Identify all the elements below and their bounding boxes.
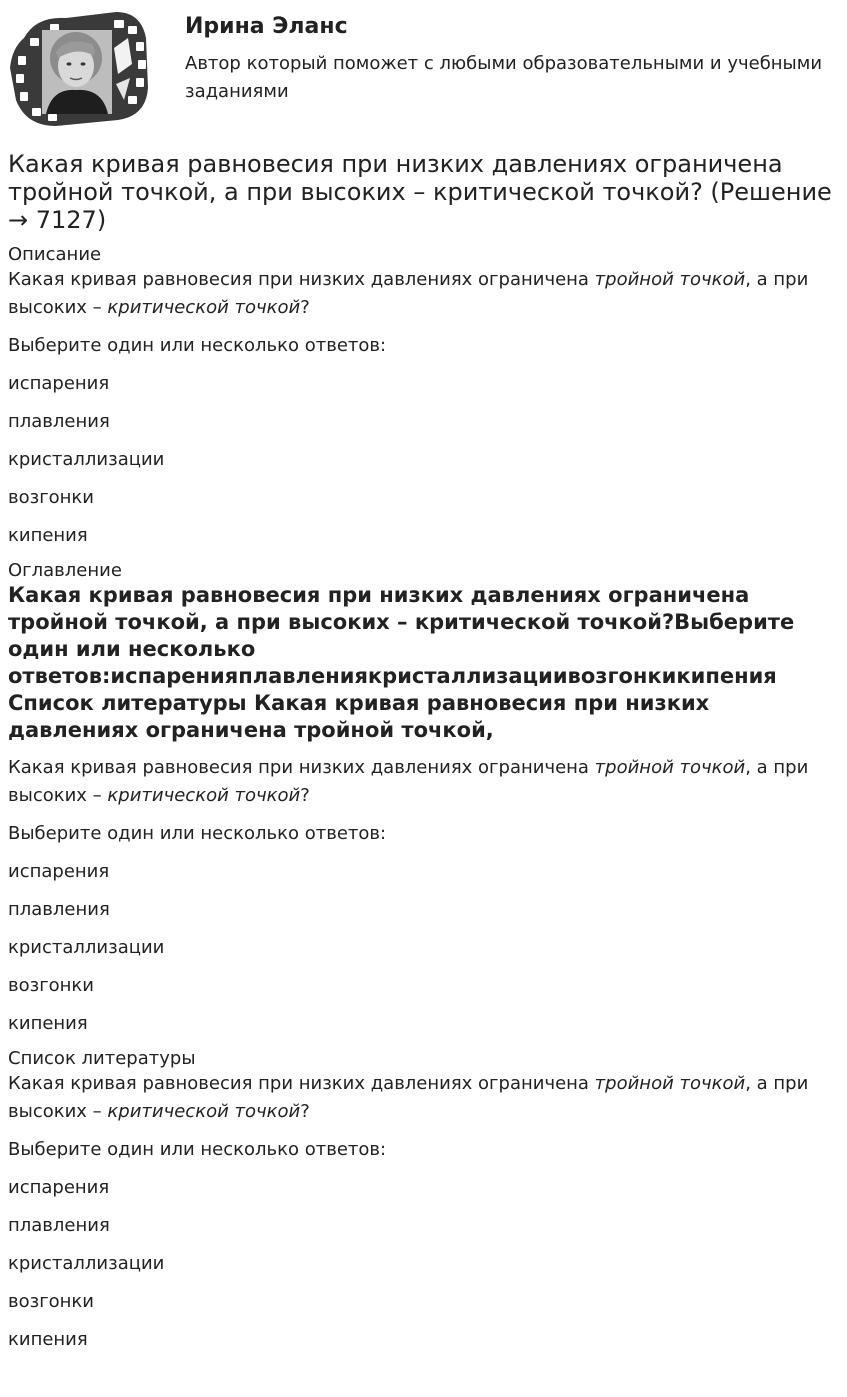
question-emphasis-2: критической точкой — [107, 297, 301, 318]
question-part-1: Какая кривая равновесия при низких давлениях ограничена — [8, 269, 595, 290]
answer-option: возгонки — [8, 487, 95, 508]
question-text — [8, 754, 838, 810]
question-part-2: , а при высоких – — [8, 1073, 809, 1122]
question-part-3: ? — [300, 785, 310, 806]
answer-option: плавления — [8, 1215, 110, 1236]
answer-option: испарения — [8, 861, 110, 882]
question-part-2: , а при высоких – — [8, 757, 809, 806]
answer-option: кипения — [8, 525, 88, 546]
answer-option: плавления — [8, 899, 110, 920]
question-emphasis-2: критической точкой — [107, 1101, 301, 1122]
answer-option: кипения — [8, 1013, 88, 1034]
question-part-2: , а при высоких – — [8, 269, 809, 318]
page-title: Какая кривая равновесия при низких давлениях ограничена тройной точкой, а при высоких – критической точкой? (Решение → 7127) — [8, 150, 832, 234]
section-label-literature: Список литературы — [8, 1048, 196, 1069]
section-label-toc: Оглавление — [8, 560, 122, 581]
section-label-description: Описание — [8, 244, 102, 265]
question-prompt: Выберите один или несколько ответов: — [8, 335, 387, 356]
answer-option: кристаллизации — [8, 937, 165, 958]
author-avatar — [6, 8, 152, 128]
author-card — [0, 0, 847, 140]
answer-option: плавления — [8, 411, 110, 432]
answer-option: возгонки — [8, 975, 95, 996]
question-emphasis-2: критической точкой — [107, 785, 301, 806]
question-prompt: Выберите один или несколько ответов: — [8, 823, 387, 844]
question-text — [8, 1070, 838, 1126]
answer-option: возгонки — [8, 1291, 95, 1312]
question-emphasis-1: тройной точкой — [594, 757, 746, 778]
question-emphasis-1: тройной точкой — [594, 1073, 746, 1094]
question-part-1: Какая кривая равновесия при низких давлениях ограничена — [8, 757, 595, 778]
answer-option: кристаллизации — [8, 449, 165, 470]
answer-option: кристаллизации — [8, 1253, 165, 1274]
answer-option: кипения — [8, 1329, 88, 1350]
author-name: Ирина Эланс — [185, 14, 348, 39]
main-content — [8, 150, 838, 1364]
answer-option: испарения — [8, 1177, 110, 1198]
answer-option: испарения — [8, 373, 110, 394]
question-prompt: Выберите один или несколько ответов: — [8, 1139, 387, 1160]
question-text — [8, 266, 838, 322]
question-part-3: ? — [300, 297, 310, 318]
question-part-3: ? — [300, 1101, 310, 1122]
question-part-1: Какая кривая равновесия при низких давлениях ограничена — [8, 1073, 595, 1094]
author-description: Автор который поможет с любыми образовательными и учебными заданиями — [185, 53, 823, 102]
toc-heading: Какая кривая равновесия при низких давлениях ограничена тройной точкой, а при высоких – критической точкой?Выберите один или несколько ответов:испаренияплавлениякристаллизациивозгонкикипения Список литературы Какая кривая равновесия при низких давлениях ограничена тройной точкой, — [8, 583, 795, 742]
question-emphasis-1: тройной точкой — [594, 269, 746, 290]
